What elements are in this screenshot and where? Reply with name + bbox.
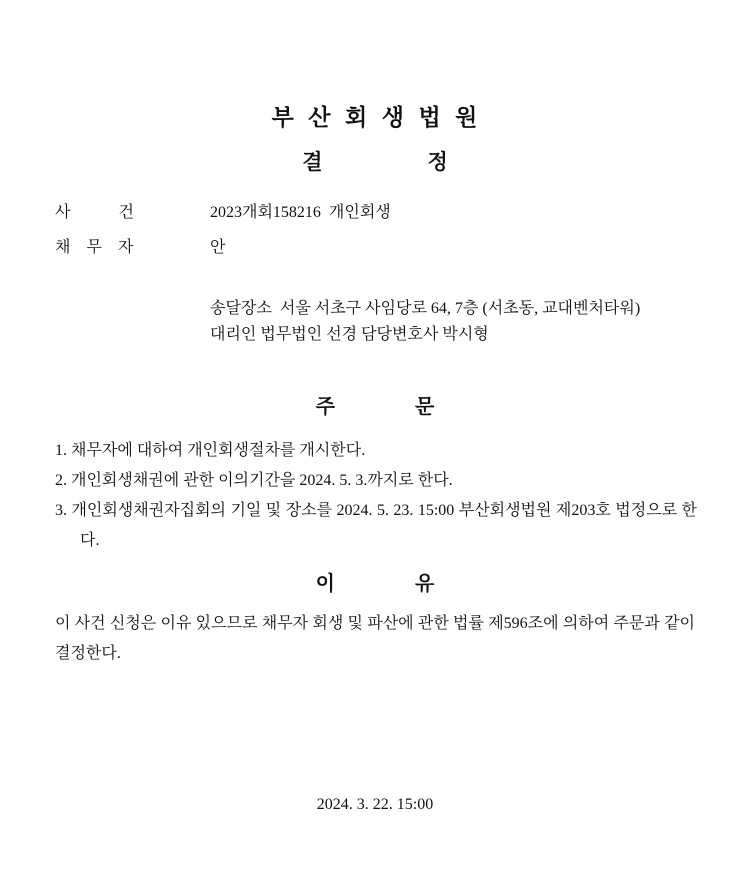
- attorney-line: 대리인 법무법인 선경 담당변호사 박시형: [210, 326, 489, 343]
- order-item-2: 2. 개인회생채권에 관한 이의기간을 2024. 5. 3.까지로 한다.: [55, 472, 453, 489]
- order-list: [55, 436, 697, 556]
- order-item-1: 1. 채무자에 대하여 개인회생절차를 개시한다.: [55, 442, 366, 459]
- court-name: 부 산 회 생 법 원: [271, 105, 479, 130]
- reason-section-heading: 이 유: [315, 573, 435, 595]
- debtor-name: 안: [210, 239, 226, 256]
- order-section-heading: 주 문: [315, 396, 435, 418]
- service-address-line: 송달장소 서울 서초구 사임당로 64, 7층 (서초동, 교대벤처타워): [210, 300, 641, 317]
- case-number: 2023개회158216 개인회생: [210, 204, 391, 221]
- case-label: 사 건: [55, 204, 134, 221]
- case-number-row: [55, 203, 695, 223]
- reason-text: 이 사건 신청은 이유 있으므로 채무자 회생 및 파산에 관한 법률 제596조에 의하여 주문과 같이 결정한다.: [55, 615, 695, 662]
- decision-datetime: 2024. 3. 22. 15:00: [316, 796, 434, 813]
- debtor-label: 채 무 자: [55, 239, 134, 256]
- debtor-row: [55, 238, 695, 258]
- service-address-block: [210, 296, 710, 348]
- decision-title: 결 정: [302, 150, 448, 174]
- order-item-3: 3. 개인회생채권자집회의 기일 및 장소를 2024. 5. 23. 15:00 부산회생법원 제203호 법정으로 한다.: [55, 502, 697, 549]
